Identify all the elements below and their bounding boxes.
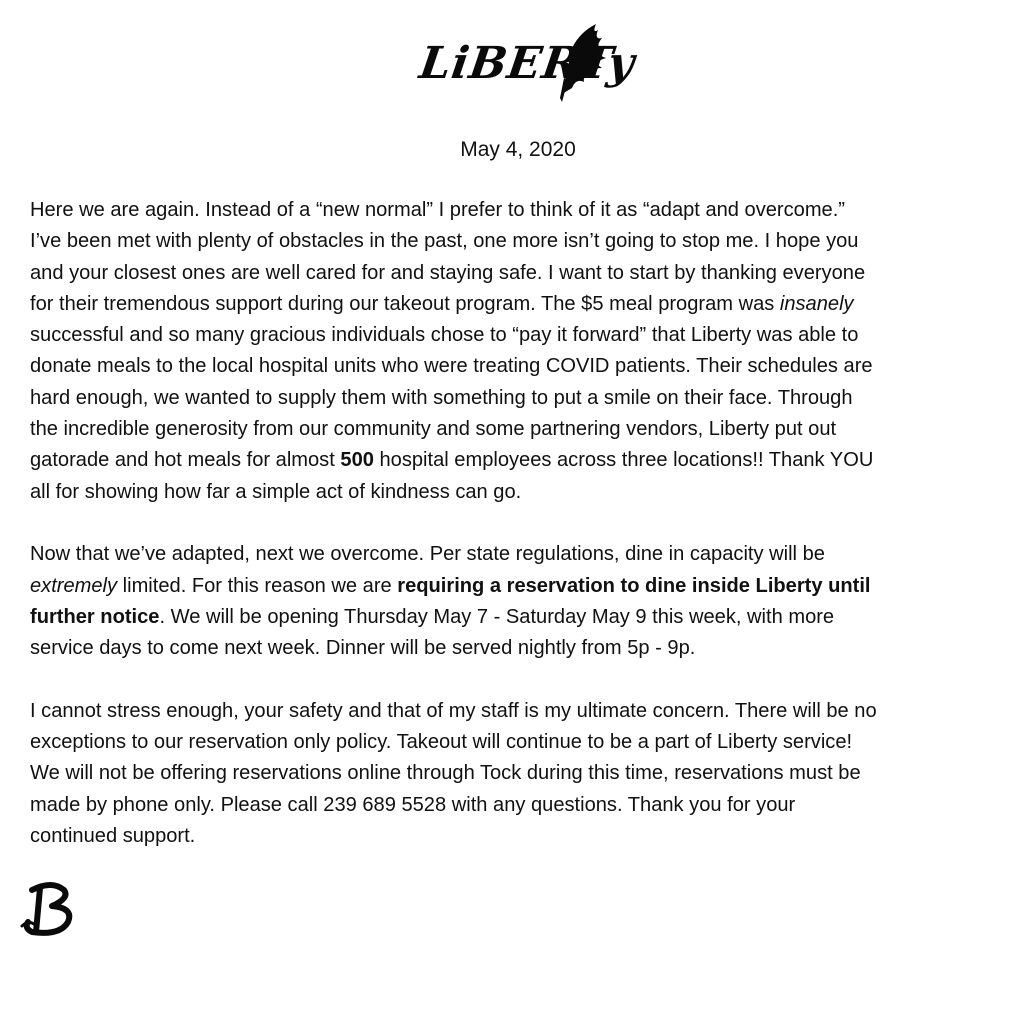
- text-line: [30, 758, 1015, 789]
- text-line: [30, 727, 1015, 758]
- text-line: [30, 383, 1015, 414]
- text-segment: We will not be offering reservations online through Tock during this time, reservations must be: [30, 762, 861, 785]
- text-segment: . We will be opening Thursday May 7 - Saturday May 9 this week, with more: [159, 605, 835, 628]
- italic-text: insanely: [779, 292, 854, 315]
- text-line: [30, 790, 1015, 821]
- signature: [18, 876, 78, 940]
- text-segment: made by phone only. Please call 239 689 5528 with any questions. Thank you for your: [30, 793, 796, 816]
- text-line: [30, 258, 1015, 289]
- text-line: [30, 571, 1015, 602]
- signature-b-icon: [18, 876, 78, 940]
- text-line: [30, 195, 1015, 226]
- text-segment: gatorade and hot meals for almost: [30, 449, 341, 472]
- text-segment: Here we are again. Instead of a “new normal” I prefer to think of it as “adapt and overcome.”: [30, 199, 846, 221]
- text-segment: service days to come next week. Dinner will be served nightly from 5p - 9p.: [30, 637, 696, 660]
- text-segment: I cannot stress enough, your safety and that of my staff is my ultimate concern. There will be no: [30, 699, 877, 722]
- text-line: [30, 633, 1015, 664]
- liberty-logo: [412, 18, 639, 110]
- logo-wordmark: LiBERTy: [416, 38, 639, 89]
- text-line: [30, 821, 1015, 852]
- text-line: [30, 539, 1015, 570]
- bold-text: 500: [340, 449, 374, 472]
- text-segment: hospital employees across three locations!! Thank YOU: [373, 449, 874, 472]
- text-line: [30, 477, 1015, 508]
- italic-text: extremely: [30, 574, 118, 597]
- paragraph: [30, 539, 1020, 664]
- text-segment: Now that we’ve adapted, next we overcome. Per state regulations, dine in capacity will be: [30, 543, 825, 566]
- bold-text: further notice: [30, 605, 160, 628]
- text-segment: all for showing how far a simple act of kindness can go.: [30, 480, 522, 503]
- text-segment: hard enough, we wanted to supply them with something to put a smile on their face. Through: [30, 386, 853, 409]
- text-line: [30, 351, 1015, 382]
- paragraph: [30, 696, 1020, 852]
- text-line: [30, 696, 1015, 727]
- text-segment: and your closest ones are well cared for and staying safe. I want to start by thanking everyone: [30, 261, 866, 284]
- text-segment: donate meals to the local hospital units who were treating COVID patients. Their schedules are: [30, 355, 873, 378]
- letter-body: [30, 195, 1020, 884]
- text-line: [30, 320, 1015, 351]
- text-segment: exceptions to our reservation only policy. Takeout will continue to be a part of Liberty service!: [30, 731, 853, 754]
- paragraph: [30, 195, 1020, 508]
- text-line: [30, 289, 1015, 320]
- text-segment: continued support.: [30, 824, 196, 847]
- text-segment: the incredible generosity from our community and some partnering vendors, Liberty put out: [30, 418, 837, 441]
- text-line: [30, 445, 1015, 476]
- text-segment: limited. For this reason we are: [117, 574, 398, 597]
- text-line: [30, 226, 1015, 257]
- bold-text: requiring a reservation to dine inside Liberty until: [397, 574, 871, 597]
- text-segment: I’ve been met with plenty of obstacles in the past, one more isn’t going to stop me. I hope you: [30, 230, 859, 253]
- text-segment: successful and so many gracious individuals chose to “pay it forward” that Liberty was able to: [30, 324, 859, 347]
- text-segment: for their tremendous support during our takeout program. The $5 meal program was: [30, 292, 780, 315]
- letter-date: May 4, 2020: [460, 138, 576, 161]
- text-line: [30, 602, 1015, 633]
- text-line: [30, 414, 1015, 445]
